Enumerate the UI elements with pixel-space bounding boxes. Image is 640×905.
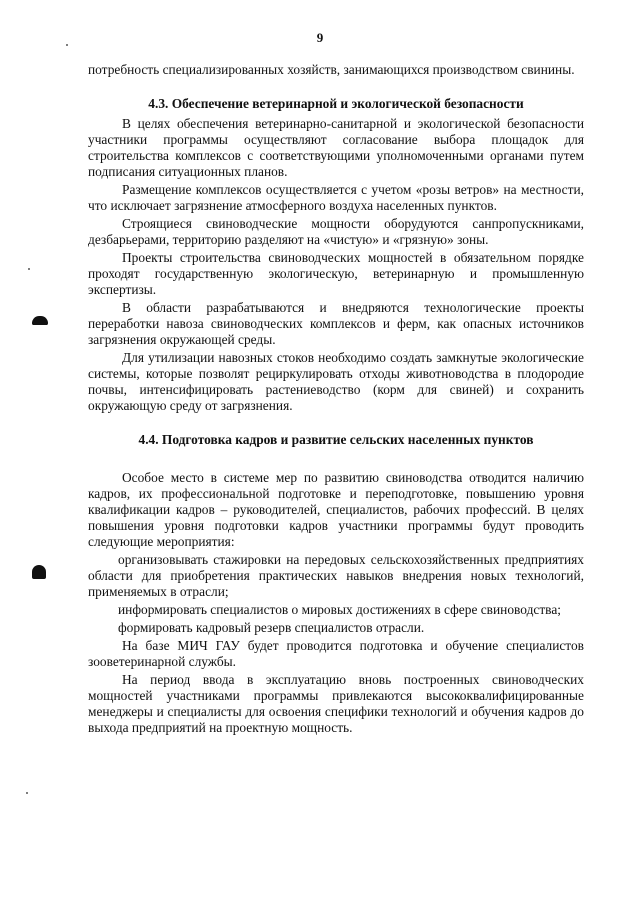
list-item: формировать кадровый резерв специалистов отрасли. bbox=[118, 620, 425, 635]
section-4-3-heading: 4.3. Обеспечение ветеринарной и экологической безопасности bbox=[148, 96, 524, 111]
list-item: информировать специалистов о мировых достижениях в сфере свиноводства; bbox=[118, 602, 561, 617]
scan-speck bbox=[28, 268, 30, 270]
intro-paragraph: потребность специализированных хозяйств, занимающихся производством свинины. bbox=[88, 62, 575, 77]
paragraph: Размещение комплексов осуществляется с учетом «розы ветров» на местности, что исключает загрязнение атмосферного воздуха населенных пунктов. bbox=[88, 182, 584, 213]
paragraph: В области разрабатываются и внедряются технологические проекты переработки навоза свиноводческих комплексов и ферм, как опасных источников загрязнения окружающей среды. bbox=[88, 300, 584, 347]
document-body bbox=[88, 62, 584, 738]
paragraph: Строящиеся свиноводческие мощности оборудуются санпропускниками, дезбарьерами, территорию разделяют на «чистую» и «грязную» зоны. bbox=[88, 216, 584, 247]
paragraph: На период ввода в эксплуатацию вновь построенных свиноводческих мощностей участниками программы привлекаются высококвалифицированные менеджеры и специалисты для освоения специфики технологий и обучения кадров до выхода предприятий на проектную мощность. bbox=[88, 672, 584, 735]
section-4-4-heading: 4.4. Подготовка кадров и развитие сельских населенных пунктов bbox=[138, 432, 534, 447]
page-number: 9 bbox=[316, 30, 324, 45]
binding-hole-mark bbox=[32, 565, 46, 579]
binding-hole-mark bbox=[32, 316, 48, 325]
paragraph: Для утилизации навозных стоков необходимо создать замкнутые экологические системы, которые позволят рециркулировать отходы животноводства в плодородие почвы, интенсифицировать растениеводство (корм для свиней) и сохранить окружающую среду от загрязнения. bbox=[88, 350, 584, 413]
list-item: организовывать стажировки на передовых сельскохозяйственных предприятиях области для приобретения практических навыков внедрения новых технологий, применяемых в отрасли; bbox=[88, 552, 584, 599]
paragraph: На базе МИЧ ГАУ будет проводится подготовка и обучение специалистов зооветеринарной службы. bbox=[88, 638, 584, 669]
scan-speck bbox=[26, 792, 28, 794]
scan-speck bbox=[66, 44, 68, 46]
paragraph: Особое место в системе мер по развитию свиноводства отводится наличию кадров, их профессиональной подготовке и переподготовке, повышению уровня квалификации кадров – руководителей, специалистов, рабочих профессий. В целях повышения уровня подготовки кадров участники программы будут проводить следующие мероприятия: bbox=[88, 470, 584, 549]
paragraph: Проекты строительства свиноводческих мощностей в обязательном порядке проходят государственную экологическую, ветеринарную и промышленную экспертизы. bbox=[88, 250, 584, 297]
paragraph: В целях обеспечения ветеринарно-санитарной и экологической безопасности участники программы осуществляют согласование выбора площадок для строительства комплексов с соответствующими уполномоченными органами путем подписания ситуационных планов. bbox=[88, 116, 584, 179]
